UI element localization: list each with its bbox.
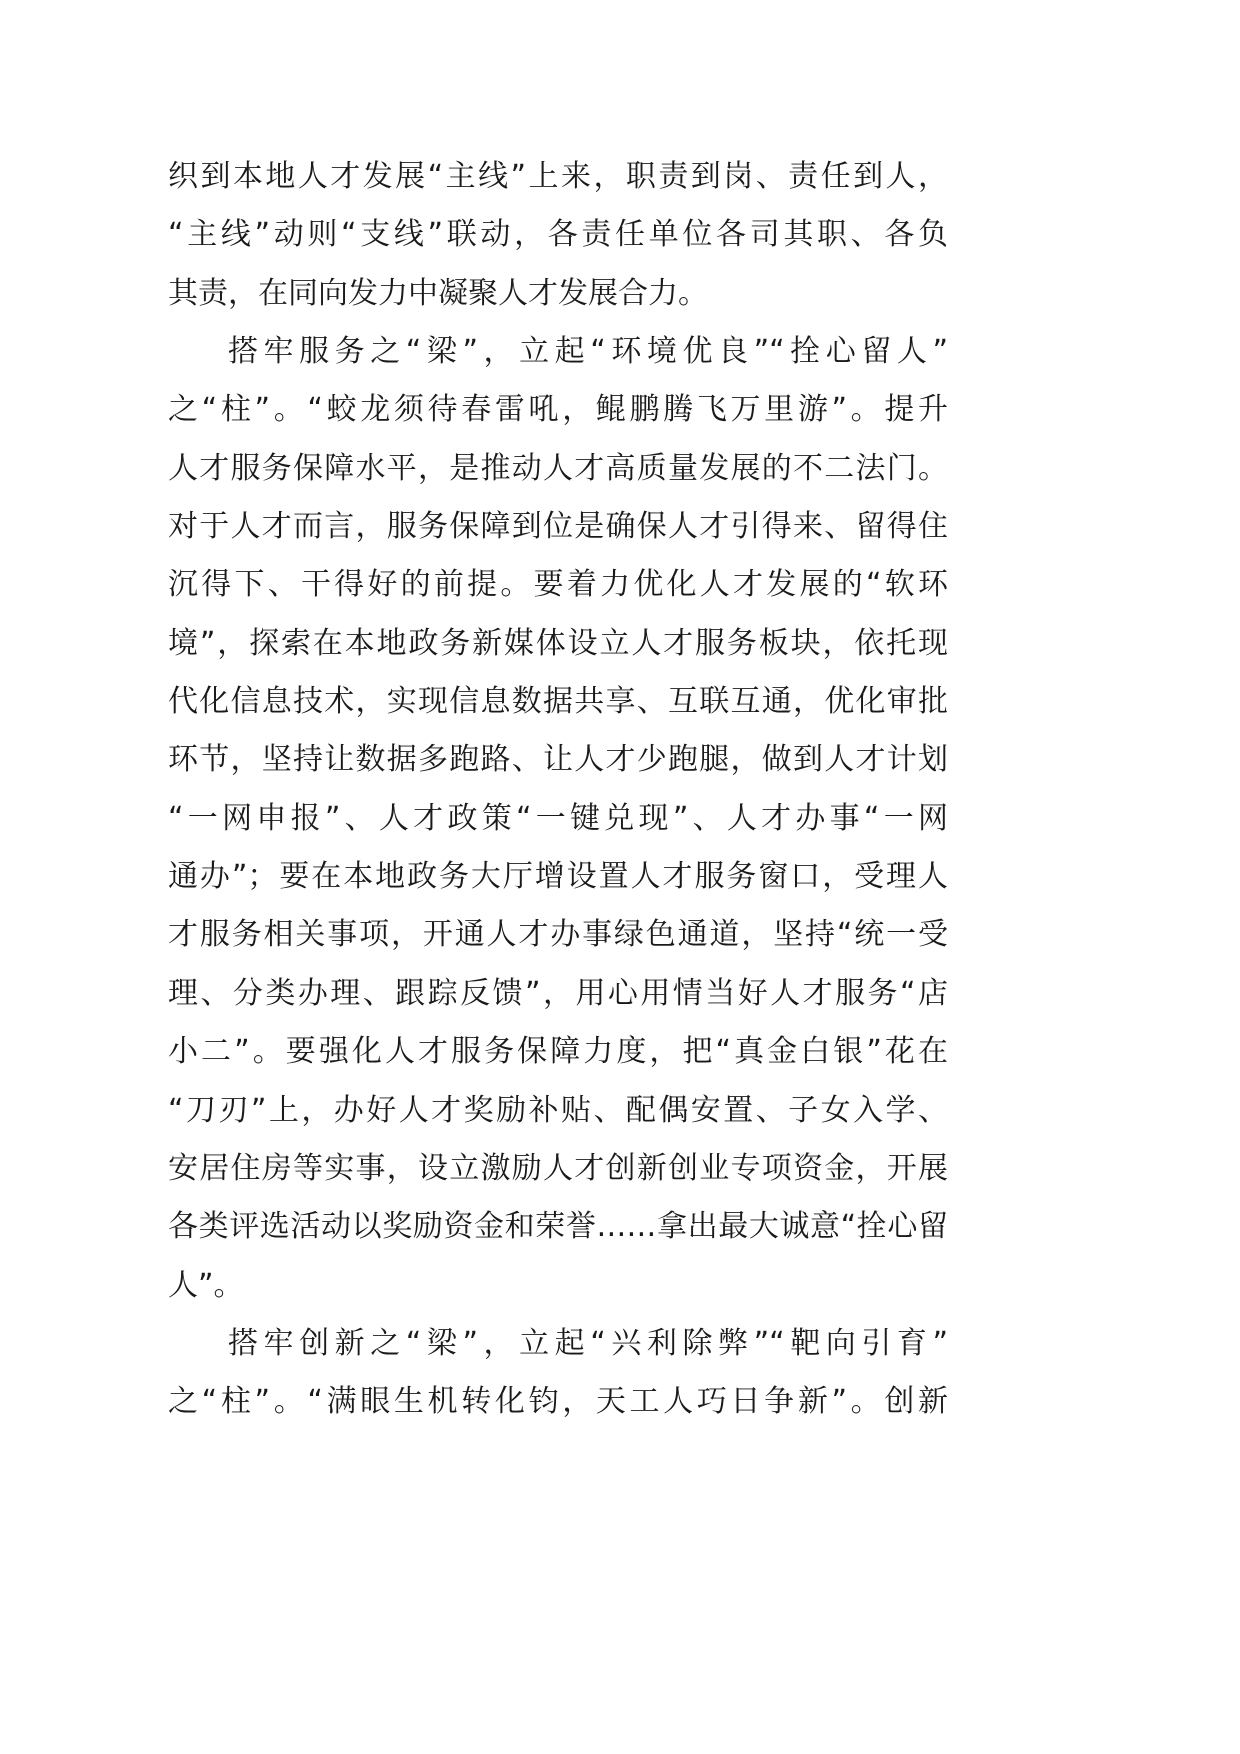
text-line: 代化信息技术，实现信息数据共享、互联互通，优化审批 — [168, 684, 948, 720]
text-line: 人才服务保障水平，是推动人才高质量发展的不二法门。 — [168, 450, 948, 486]
text-line: 织到本地人才发展“主线”上来，职责到岗、责任到人， — [168, 159, 948, 194]
text-line: 搭牢创新之“梁”，立起“兴利除弊”“靶向引育” — [228, 1325, 948, 1361]
text-line: 人”。 — [168, 1267, 244, 1303]
text-line: 其责，在同向发力中凝聚人才发展合力。 — [168, 275, 708, 311]
text-line: 安居住房等实事，设立激励人才创新创业专项资金，开展 — [168, 1150, 948, 1186]
text-line: 之“柱”。“蛟龙须待春雷吼，鲲鹏腾飞万里游”。提升 — [168, 392, 948, 428]
text-line: “刀刃”上，办好人才奖励补贴、配偶安置、子女入学、 — [168, 1092, 948, 1128]
text-line: “一网申报”、人才政策“一键兑现”、人才办事“一网 — [168, 800, 948, 836]
text-line: 沉得下、干得好的前提。要着力优化人才发展的“软环 — [168, 567, 948, 603]
text-line: “主线”动则“支线”联动，各责任单位各司其职、各负 — [168, 217, 948, 253]
text-line: 对于人才而言，服务保障到位是确保人才引得来、留得住 — [168, 509, 948, 545]
text-line: 小二”。要强化人才服务保障力度，把“真金白银”花在 — [168, 1034, 948, 1070]
text-line: 环节，坚持让数据多跑路、让人才少跑腿，做到人才计划 — [168, 742, 948, 778]
text-line: 理、分类办理、跟踪反馈”，用心用情当好人才服务“店 — [168, 975, 948, 1011]
text-line: 境”，探索在本地政务新媒体设立人才服务板块，依托现 — [168, 625, 948, 661]
text-line: 之“柱”。“满眼生机转化钧，天工人巧日争新”。创新 — [168, 1384, 948, 1420]
text-line: 搭牢服务之“梁”，立起“环境优良”“拴心留人” — [228, 334, 948, 370]
text-line: 各类评选活动以奖励资金和荣誉……拿出最大诚意“拴心留 — [168, 1209, 948, 1245]
body-text — [168, 148, 948, 1432]
text-line: 才服务相关事项，开通人才办事绿色通道，坚持“统一受 — [168, 917, 948, 953]
text-line: 通办”；要在本地政务大厅增设置人才服务窗口，受理人 — [168, 859, 948, 895]
